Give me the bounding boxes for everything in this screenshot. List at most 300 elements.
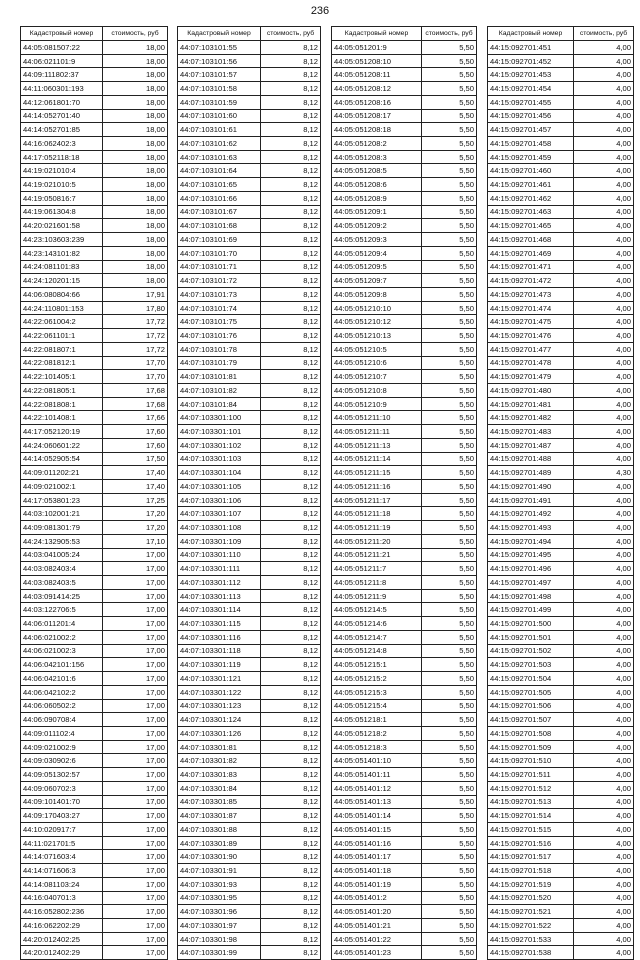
table-row xyxy=(21,68,168,82)
cost-cell: 17,70 xyxy=(103,370,168,384)
cadastral-number-cell: 44:12:061801:70 xyxy=(21,95,103,109)
cost-cell: 4,00 xyxy=(574,919,634,933)
cost-cell: 8,12 xyxy=(261,287,321,301)
cadastral-number-cell: 44:09:170403:27 xyxy=(21,809,103,823)
table-row xyxy=(488,219,634,233)
cadastral-number-cell: 44:15:092701:455 xyxy=(488,95,574,109)
table-row xyxy=(178,150,321,164)
table-row xyxy=(21,864,168,878)
cadastral-number-cell: 44:07:103301:112 xyxy=(178,576,261,590)
cadastral-number-cell: 44:15:092701:521 xyxy=(488,905,574,919)
cost-cell: 5,50 xyxy=(422,356,477,370)
cost-cell: 4,00 xyxy=(574,301,634,315)
cadastral-number-cell: 44:05:051211:11 xyxy=(332,425,422,439)
table-row xyxy=(488,946,634,960)
cost-cell: 5,50 xyxy=(422,836,477,850)
cost-cell: 8,12 xyxy=(261,781,321,795)
cost-cell: 8,12 xyxy=(261,740,321,754)
cost-cell: 5,50 xyxy=(422,41,477,55)
table-row xyxy=(488,383,634,397)
cadastral-number-cell: 44:09:011102:4 xyxy=(21,726,103,740)
cost-cell: 8,12 xyxy=(261,630,321,644)
cost-cell: 17,40 xyxy=(103,466,168,480)
cost-cell: 5,50 xyxy=(422,137,477,151)
cadastral-number-cell: 44:24:060601:22 xyxy=(21,438,103,452)
cost-cell: 8,12 xyxy=(261,342,321,356)
table-row xyxy=(332,507,477,521)
table-row xyxy=(21,411,168,425)
cadastral-number-cell: 44:07:103301:87 xyxy=(178,809,261,823)
header-cadastral-number: Кадастровый номер xyxy=(21,27,103,41)
cadastral-number-cell: 44:05:051211:20 xyxy=(332,534,422,548)
cadastral-number-cell: 44:15:092701:482 xyxy=(488,411,574,425)
table-row xyxy=(178,946,321,960)
table-row xyxy=(178,658,321,672)
cost-cell: 8,12 xyxy=(261,466,321,480)
cost-cell: 5,50 xyxy=(422,562,477,576)
table-row xyxy=(178,301,321,315)
cadastral-number-cell: 44:15:092701:504 xyxy=(488,672,574,686)
cadastral-number-cell: 44:15:092701:508 xyxy=(488,726,574,740)
table-row xyxy=(488,164,634,178)
table-row xyxy=(178,205,321,219)
cost-cell: 8,12 xyxy=(261,95,321,109)
table-row xyxy=(488,233,634,247)
cost-cell: 4,00 xyxy=(574,864,634,878)
table-row xyxy=(488,260,634,274)
cost-cell: 5,50 xyxy=(422,438,477,452)
table-row xyxy=(488,411,634,425)
cost-cell: 5,50 xyxy=(422,383,477,397)
cadastral-number-cell: 44:05:051211:10 xyxy=(332,411,422,425)
cost-cell: 17,00 xyxy=(103,713,168,727)
cost-cell: 17,72 xyxy=(103,342,168,356)
table-row xyxy=(488,95,634,109)
cadastral-number-cell: 44:24:110801:153 xyxy=(21,301,103,315)
cadastral-number-cell: 44:15:092701:468 xyxy=(488,233,574,247)
table-row xyxy=(488,246,634,260)
cadastral-number-cell: 44:07:103101:62 xyxy=(178,137,261,151)
cost-cell: 5,50 xyxy=(422,54,477,68)
cost-cell: 5,50 xyxy=(422,95,477,109)
cost-cell: 8,12 xyxy=(261,713,321,727)
table-row xyxy=(178,891,321,905)
cadastral-number-cell: 44:15:092701:512 xyxy=(488,781,574,795)
cadastral-number-cell: 44:15:092701:473 xyxy=(488,287,574,301)
cost-cell: 8,12 xyxy=(261,164,321,178)
cost-cell: 8,12 xyxy=(261,178,321,192)
cadastral-number-cell: 44:07:103301:91 xyxy=(178,864,261,878)
cost-cell: 8,12 xyxy=(261,905,321,919)
table-row xyxy=(332,548,477,562)
cost-cell: 5,50 xyxy=(422,191,477,205)
cost-cell: 4,00 xyxy=(574,329,634,343)
cadastral-number-cell: 44:07:103101:60 xyxy=(178,109,261,123)
table-row xyxy=(178,905,321,919)
cost-cell: 4,00 xyxy=(574,274,634,288)
table-row xyxy=(21,836,168,850)
cost-cell: 5,50 xyxy=(422,891,477,905)
table-row xyxy=(178,713,321,727)
cost-cell: 18,00 xyxy=(103,68,168,82)
table-row xyxy=(178,397,321,411)
cost-cell: 4,00 xyxy=(574,68,634,82)
table-row xyxy=(21,95,168,109)
cadastral-number-cell: 44:05:051208:3 xyxy=(332,150,422,164)
cadastral-number-cell: 44:19:021010:5 xyxy=(21,178,103,192)
table-row xyxy=(178,383,321,397)
cadastral-number-cell: 44:22:101405:1 xyxy=(21,370,103,384)
cost-cell: 18,00 xyxy=(103,54,168,68)
cost-cell: 4,00 xyxy=(574,123,634,137)
cadastral-number-cell: 44:15:092701:462 xyxy=(488,191,574,205)
table-row xyxy=(178,493,321,507)
table-row xyxy=(488,356,634,370)
cost-cell: 4,00 xyxy=(574,164,634,178)
table-row xyxy=(488,589,634,603)
cadastral-number-cell: 44:14:052701:40 xyxy=(21,109,103,123)
cost-cell: 18,00 xyxy=(103,274,168,288)
cadastral-number-cell: 44:05:051214:6 xyxy=(332,617,422,631)
cost-cell: 17,70 xyxy=(103,356,168,370)
table-row xyxy=(488,576,634,590)
cadastral-number-cell: 44:15:092701:457 xyxy=(488,123,574,137)
cadastral-number-cell: 44:05:051401:10 xyxy=(332,754,422,768)
cadastral-number-cell: 44:07:103301:93 xyxy=(178,877,261,891)
cadastral-number-cell: 44:05:051211:13 xyxy=(332,438,422,452)
table-row xyxy=(178,137,321,151)
cadastral-number-cell: 44:09:021002:1 xyxy=(21,480,103,494)
cost-cell: 8,12 xyxy=(261,54,321,68)
table-row xyxy=(178,548,321,562)
cost-cell: 8,12 xyxy=(261,576,321,590)
cost-cell: 8,12 xyxy=(261,246,321,260)
cadastral-number-cell: 44:05:051211:16 xyxy=(332,480,422,494)
cadastral-number-cell: 44:15:092701:451 xyxy=(488,41,574,55)
cadastral-number-cell: 44:07:103301:109 xyxy=(178,534,261,548)
cadastral-number-cell: 44:22:061004:2 xyxy=(21,315,103,329)
cost-cell: 8,12 xyxy=(261,850,321,864)
cost-cell: 8,12 xyxy=(261,562,321,576)
cost-cell: 5,50 xyxy=(422,850,477,864)
cost-cell: 8,12 xyxy=(261,603,321,617)
cost-cell: 5,50 xyxy=(422,699,477,713)
cost-cell: 17,00 xyxy=(103,699,168,713)
table-row xyxy=(332,781,477,795)
cost-cell: 8,12 xyxy=(261,589,321,603)
table-row xyxy=(332,754,477,768)
cost-cell: 17,00 xyxy=(103,672,168,686)
cost-cell: 4,00 xyxy=(574,713,634,727)
cadastral-number-cell: 44:07:103301:101 xyxy=(178,425,261,439)
table-row xyxy=(178,562,321,576)
table-row xyxy=(21,205,168,219)
cadastral-number-cell: 44:06:080804:66 xyxy=(21,287,103,301)
cost-cell: 8,12 xyxy=(261,521,321,535)
cadastral-number-cell: 44:07:103301:114 xyxy=(178,603,261,617)
table-row xyxy=(178,630,321,644)
cost-cell: 8,12 xyxy=(261,356,321,370)
cadastral-number-cell: 44:15:092701:499 xyxy=(488,603,574,617)
table-row xyxy=(332,41,477,55)
table-row xyxy=(21,329,168,343)
cost-cell: 17,00 xyxy=(103,864,168,878)
table-row xyxy=(178,685,321,699)
cost-cell: 5,50 xyxy=(422,521,477,535)
cadastral-number-cell: 44:07:103101:68 xyxy=(178,219,261,233)
table-row xyxy=(178,726,321,740)
table-row xyxy=(21,82,168,96)
table-row xyxy=(332,740,477,754)
cost-cell: 17,00 xyxy=(103,562,168,576)
table-row xyxy=(488,521,634,535)
cost-cell: 8,12 xyxy=(261,260,321,274)
table-row xyxy=(21,754,168,768)
table-row xyxy=(178,836,321,850)
cost-cell: 17,00 xyxy=(103,781,168,795)
table-row xyxy=(178,287,321,301)
table-row xyxy=(488,919,634,933)
header-cost: стоимость, руб xyxy=(103,27,168,41)
cost-cell: 5,50 xyxy=(422,219,477,233)
table-row xyxy=(21,493,168,507)
cadastral-number-cell: 44:15:092701:490 xyxy=(488,480,574,494)
cost-cell: 17,40 xyxy=(103,480,168,494)
cost-cell: 5,50 xyxy=(422,68,477,82)
cost-cell: 4,00 xyxy=(574,383,634,397)
cost-cell: 17,91 xyxy=(103,287,168,301)
cadastral-number-cell: 44:07:103301:97 xyxy=(178,919,261,933)
table-row xyxy=(332,864,477,878)
cost-cell: 4,00 xyxy=(574,576,634,590)
cadastral-number-cell: 44:05:051211:7 xyxy=(332,562,422,576)
cost-cell: 8,12 xyxy=(261,370,321,384)
cadastral-number-cell: 44:15:092701:479 xyxy=(488,370,574,384)
cost-cell: 18,00 xyxy=(103,178,168,192)
cost-cell: 4,00 xyxy=(574,932,634,946)
cadastral-number-cell: 44:15:092701:491 xyxy=(488,493,574,507)
header-cadastral-number: Кадастровый номер xyxy=(488,27,574,41)
cadastral-number-cell: 44:15:092701:509 xyxy=(488,740,574,754)
cadastral-number-cell: 44:05:051215:1 xyxy=(332,658,422,672)
cadastral-number-cell: 44:05:051401:20 xyxy=(332,905,422,919)
cadastral-number-cell: 44:05:051211:15 xyxy=(332,466,422,480)
cost-cell: 17,00 xyxy=(103,919,168,933)
cadastral-number-cell: 44:07:103301:82 xyxy=(178,754,261,768)
table-row xyxy=(488,932,634,946)
cadastral-number-cell: 44:06:090708:4 xyxy=(21,713,103,727)
table-row xyxy=(21,946,168,960)
table-row xyxy=(332,534,477,548)
table-row xyxy=(21,877,168,891)
cadastral-number-cell: 44:05:051401:13 xyxy=(332,795,422,809)
cadastral-number-cell: 44:07:103301:83 xyxy=(178,768,261,782)
table-row xyxy=(178,425,321,439)
cost-cell: 5,50 xyxy=(422,150,477,164)
cadastral-number-cell: 44:09:021002:9 xyxy=(21,740,103,754)
cost-cell: 4,00 xyxy=(574,548,634,562)
table-row xyxy=(178,534,321,548)
cadastral-number-cell: 44:07:103301:84 xyxy=(178,781,261,795)
table-row xyxy=(332,493,477,507)
table-row xyxy=(178,109,321,123)
cost-cell: 4,00 xyxy=(574,850,634,864)
table-row xyxy=(488,699,634,713)
cadastral-number-cell: 44:05:051210:5 xyxy=(332,342,422,356)
cadastral-number-cell: 44:05:051210:10 xyxy=(332,301,422,315)
table-row xyxy=(332,809,477,823)
cadastral-number-cell: 44:07:103101:58 xyxy=(178,82,261,96)
cost-cell: 18,00 xyxy=(103,219,168,233)
table-row xyxy=(178,95,321,109)
table-row xyxy=(488,301,634,315)
cadastral-number-cell: 44:16:040701:3 xyxy=(21,891,103,905)
table-row xyxy=(332,768,477,782)
cadastral-number-cell: 44:15:092701:453 xyxy=(488,68,574,82)
cost-cell: 8,12 xyxy=(261,919,321,933)
cadastral-number-cell: 44:05:051210:12 xyxy=(332,315,422,329)
cost-cell: 18,00 xyxy=(103,164,168,178)
table-row xyxy=(21,287,168,301)
table-row xyxy=(178,932,321,946)
cadastral-number-cell: 44:22:061101:1 xyxy=(21,329,103,343)
cadastral-number-cell: 44:22:081812:1 xyxy=(21,356,103,370)
table-row xyxy=(178,754,321,768)
table-row xyxy=(332,54,477,68)
cadastral-number-cell: 44:15:092701:480 xyxy=(488,383,574,397)
cadastral-number-cell: 44:22:081807:1 xyxy=(21,342,103,356)
cadastral-number-cell: 44:15:092701:519 xyxy=(488,877,574,891)
table-row xyxy=(488,891,634,905)
table-row xyxy=(488,781,634,795)
header-cadastral-number: Кадастровый номер xyxy=(178,27,261,41)
cadastral-table-3 xyxy=(331,26,477,960)
cadastral-number-cell: 44:14:052701:85 xyxy=(21,123,103,137)
table-row xyxy=(332,919,477,933)
table-header-row xyxy=(21,27,168,41)
cost-cell: 17,00 xyxy=(103,603,168,617)
cadastral-number-cell: 44:07:103101:78 xyxy=(178,342,261,356)
table-row xyxy=(488,850,634,864)
cadastral-number-cell: 44:07:103101:74 xyxy=(178,301,261,315)
cost-cell: 18,00 xyxy=(103,95,168,109)
cost-cell: 5,50 xyxy=(422,864,477,878)
table-row xyxy=(21,932,168,946)
cadastral-number-cell: 44:05:051210:9 xyxy=(332,397,422,411)
cadastral-number-cell: 44:16:062202:29 xyxy=(21,919,103,933)
cadastral-number-cell: 44:15:092701:458 xyxy=(488,137,574,151)
cost-cell: 8,12 xyxy=(261,617,321,631)
table-row xyxy=(332,850,477,864)
cost-cell: 4,00 xyxy=(574,754,634,768)
table-row xyxy=(488,507,634,521)
cost-cell: 8,12 xyxy=(261,219,321,233)
table-row xyxy=(21,507,168,521)
cadastral-number-cell: 44:19:021010:4 xyxy=(21,164,103,178)
cost-cell: 5,50 xyxy=(422,877,477,891)
cost-cell: 5,50 xyxy=(422,781,477,795)
cadastral-number-cell: 44:05:051210:7 xyxy=(332,370,422,384)
cadastral-number-cell: 44:11:021701:5 xyxy=(21,836,103,850)
cost-cell: 4,00 xyxy=(574,95,634,109)
table-row xyxy=(488,630,634,644)
cadastral-number-cell: 44:09:101401:70 xyxy=(21,795,103,809)
cost-cell: 18,00 xyxy=(103,205,168,219)
cost-cell: 4,00 xyxy=(574,589,634,603)
cost-cell: 8,12 xyxy=(261,383,321,397)
table-row xyxy=(488,54,634,68)
table-row xyxy=(332,644,477,658)
header-cost: стоимость, руб xyxy=(422,27,477,41)
cost-cell: 17,00 xyxy=(103,685,168,699)
cost-cell: 17,72 xyxy=(103,315,168,329)
cadastral-number-cell: 44:05:051401:16 xyxy=(332,836,422,850)
cadastral-number-cell: 44:07:103301:108 xyxy=(178,521,261,535)
cadastral-number-cell: 44:06:060502:2 xyxy=(21,699,103,713)
table-row xyxy=(332,672,477,686)
cost-cell: 8,12 xyxy=(261,452,321,466)
cost-cell: 4,00 xyxy=(574,287,634,301)
cadastral-number-cell: 44:07:103301:100 xyxy=(178,411,261,425)
cadastral-number-cell: 44:14:071606:3 xyxy=(21,864,103,878)
table-row xyxy=(21,630,168,644)
table-row xyxy=(488,137,634,151)
cadastral-number-cell: 44:15:092701:500 xyxy=(488,617,574,631)
table-row xyxy=(488,754,634,768)
cost-cell: 5,50 xyxy=(422,287,477,301)
cost-cell: 4,00 xyxy=(574,342,634,356)
cadastral-number-cell: 44:11:060301:193 xyxy=(21,82,103,96)
cost-cell: 5,50 xyxy=(422,822,477,836)
cost-cell: 4,00 xyxy=(574,685,634,699)
cost-cell: 17,00 xyxy=(103,630,168,644)
cost-cell: 5,50 xyxy=(422,260,477,274)
cost-cell: 4,00 xyxy=(574,137,634,151)
cadastral-number-cell: 44:05:051401:11 xyxy=(332,768,422,782)
cadastral-number-cell: 44:05:051401:21 xyxy=(332,919,422,933)
cost-cell: 17,00 xyxy=(103,617,168,631)
table-row xyxy=(21,589,168,603)
table-row xyxy=(488,287,634,301)
table-row xyxy=(178,370,321,384)
cadastral-number-cell: 44:15:092701:477 xyxy=(488,342,574,356)
cadastral-number-cell: 44:07:103101:84 xyxy=(178,397,261,411)
cost-cell: 17,00 xyxy=(103,576,168,590)
cadastral-number-cell: 44:07:103301:81 xyxy=(178,740,261,754)
cadastral-number-cell: 44:07:103101:61 xyxy=(178,123,261,137)
table-row xyxy=(178,246,321,260)
cadastral-number-cell: 44:15:092701:456 xyxy=(488,109,574,123)
cost-cell: 5,50 xyxy=(422,274,477,288)
table-row xyxy=(178,178,321,192)
cost-cell: 8,12 xyxy=(261,438,321,452)
cost-cell: 5,50 xyxy=(422,713,477,727)
cost-cell: 4,00 xyxy=(574,822,634,836)
cadastral-number-cell: 44:05:051218:1 xyxy=(332,713,422,727)
cost-cell: 17,00 xyxy=(103,932,168,946)
cost-cell: 5,50 xyxy=(422,617,477,631)
cost-cell: 17,00 xyxy=(103,809,168,823)
cost-cell: 5,50 xyxy=(422,466,477,480)
table-row xyxy=(488,82,634,96)
cost-cell: 4,00 xyxy=(574,260,634,274)
cadastral-number-cell: 44:22:081805:1 xyxy=(21,383,103,397)
table-row xyxy=(21,795,168,809)
cadastral-number-cell: 44:07:103301:111 xyxy=(178,562,261,576)
table-header-row xyxy=(332,27,477,41)
table-row xyxy=(332,287,477,301)
cadastral-number-cell: 44:15:092701:518 xyxy=(488,864,574,878)
